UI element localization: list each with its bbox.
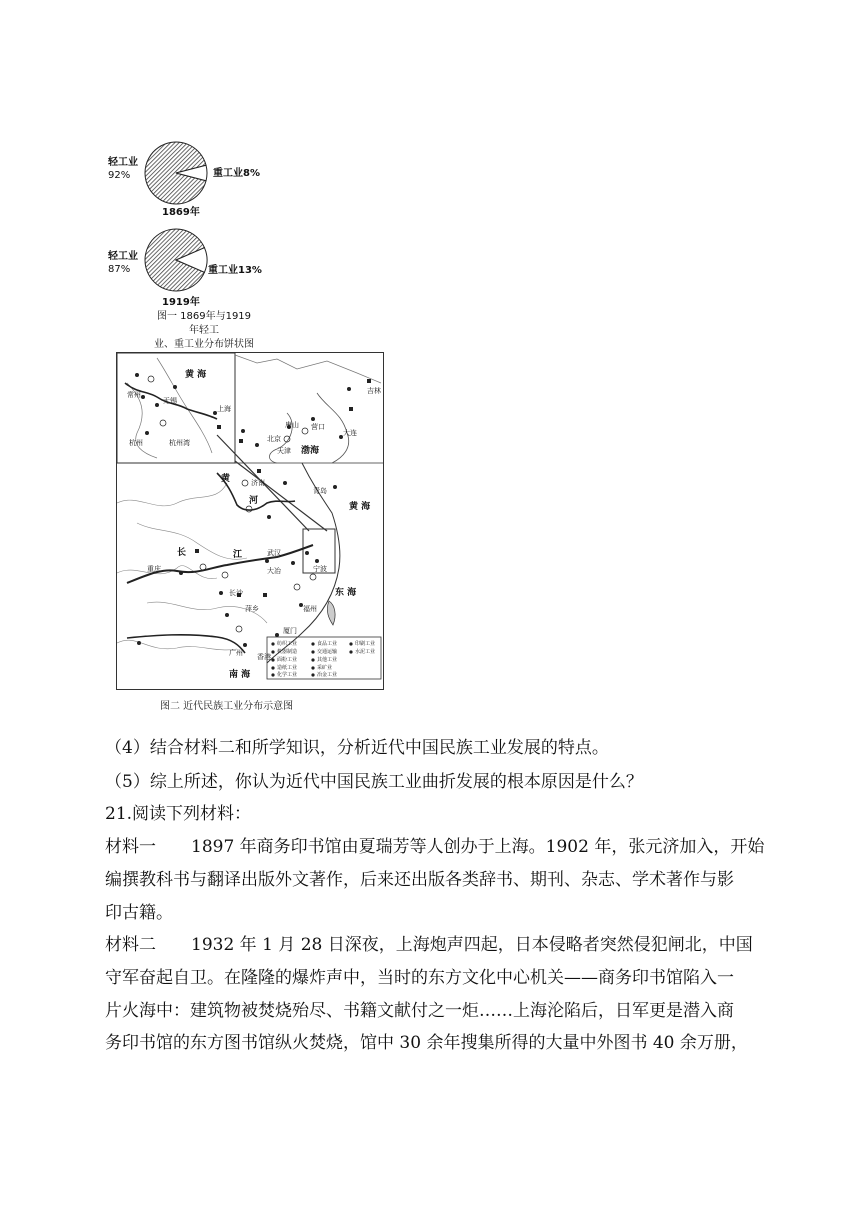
map-label-changsha: 长沙: [229, 589, 243, 597]
material1-line2: 编撰教科书与翻译出版外文著作，后来还出版各类辞书、期刊、杂志、学术著作与影: [105, 870, 734, 890]
question-21-heading: 21.阅读下列材料：: [105, 804, 252, 824]
pie-1919-light-name: 轻工业: [108, 251, 138, 262]
map-label-tianjin: 天津: [277, 447, 291, 455]
material2-line4: 务印书馆的东方图书馆纵火焚烧，馆中 30 余年搜集所得的大量中外图书 40 余万册，: [105, 1033, 748, 1053]
map-label-dalian: 大连: [343, 429, 357, 437]
question-5: （5）综上所述，你认为近代中国民族工业曲折发展的根本原因是什么？: [105, 772, 643, 792]
legend-item-9: 冶金工业: [317, 672, 338, 678]
map-label-he: 河: [249, 496, 259, 506]
map-label-jinan: 济南: [251, 479, 265, 487]
map-label-fuzhou: 福州: [303, 605, 317, 613]
map-label-xiamen: 厦门: [283, 627, 297, 635]
map-label-wuhan: 武汉: [267, 549, 281, 557]
legend-item-10: 印刷工业: [355, 641, 376, 647]
map-drawing: [117, 353, 383, 689]
pie-1919-year: 1919年: [162, 297, 200, 308]
pie-1869-light-pct: 92%: [108, 170, 131, 181]
material1-line1: [105, 836, 765, 858]
material2-label: 材料二: [105, 935, 156, 955]
material2-line3: 片火海中：建筑物被焚烧殆尽、书籍文献付之一炬……上海沦陷后，日军更是潜入商: [105, 1001, 734, 1021]
map-label-beijing: 北京: [267, 435, 281, 443]
pie-1919-heavy-label: 重工业13%: [208, 265, 262, 276]
legend-item-4: 化学工业: [277, 672, 298, 678]
legend-item-8: 采矿业: [317, 665, 333, 671]
industry-distribution-map: [116, 352, 384, 690]
pie-1919-light-pct: 87%: [108, 264, 131, 275]
map-label-wuxi: 无锡: [163, 397, 177, 405]
map-label-huanghai-top: 黄 海: [185, 370, 207, 380]
map-label-hangzhouwan: 杭州湾: [169, 439, 190, 447]
map-label-guangzhou: 广州: [229, 649, 243, 657]
map-label-tangshan: 唐山: [285, 421, 299, 429]
figure1-caption-line2: 业、重工业分布饼状图: [154, 339, 254, 350]
question-4: （4）结合材料二和所学知识，分析近代中国民族工业发展的特点。: [105, 738, 609, 758]
map-label-daye: 大冶: [267, 567, 281, 575]
map-label-jiang: 江: [233, 550, 243, 560]
legend-item-3: 造纸工业: [277, 665, 298, 671]
figure1-caption: [152, 310, 256, 352]
map-label-ningbo: 宁波: [313, 565, 327, 573]
map-label-huang: 黄: [221, 474, 231, 484]
map-label-bohai: 渤海: [301, 446, 320, 456]
pie-1869-heavy-label: 重工业8%: [213, 168, 260, 179]
map-label-yingkou: 营口: [311, 423, 325, 431]
map-label-hangzhou: 杭州: [129, 439, 143, 447]
map-label-shanghai: 上海: [217, 405, 231, 413]
map-label-qingdao: 青岛: [313, 487, 327, 495]
legend-item-6: 交通运输: [317, 649, 338, 655]
legend-item-5: 食品工业: [317, 641, 338, 647]
legend-item-2: 面粉工业: [277, 657, 298, 663]
material1-text-1: 1897 年商务印书馆由夏瑞芳等人创办于上海。1902 年，张元济加入，开始: [191, 837, 765, 857]
figure1-caption-line1: 图一 1869年与1919年轻工: [156, 311, 252, 336]
material2-line2: 守军奋起自卫。在隆隆的爆炸声中，当时的东方文化中心机关——商务印书馆陷入一: [105, 968, 734, 988]
map-label-chongqing: 重庆: [147, 565, 161, 573]
map-label-pingxiang: 萍乡: [245, 605, 259, 613]
map-label-changzhou: 常州: [127, 391, 141, 399]
material2-text-1: 1932 年 1 月 28 日深夜，上海炮声四起，日本侵略者突然侵犯闸北，中国: [191, 935, 753, 955]
map-label-jilin: 吉林: [367, 387, 381, 395]
map-label-chang: 长: [177, 548, 187, 558]
material1-label: 材料一: [105, 837, 156, 857]
pie-1869-year: 1869年: [162, 207, 200, 218]
legend-item-1: 机器制造: [277, 649, 298, 655]
pie-chart-1869: [143, 140, 209, 206]
legend-item-0: 纺织工业: [277, 641, 298, 647]
pie-1869-light-label: [108, 156, 138, 182]
map-label-donghai: 东 海: [335, 588, 357, 598]
legend-item-7: 其他工业: [317, 657, 338, 663]
map-label-huanghai: 黄 海: [349, 502, 371, 512]
material2-line1: [105, 934, 765, 956]
pie-1869-light-name: 轻工业: [108, 157, 138, 168]
material1-line3: 印古籍。: [105, 903, 173, 923]
map-label-nanhai: 南 海: [229, 670, 251, 680]
legend-item-11: 水泥工业: [355, 649, 376, 655]
figure2-caption: 图二 近代民族工业分布示意图: [160, 701, 294, 712]
pie-chart-1919: [143, 227, 209, 293]
map-label-xianggang: 香港: [257, 653, 271, 661]
pie-1919-light-label: [108, 250, 138, 276]
